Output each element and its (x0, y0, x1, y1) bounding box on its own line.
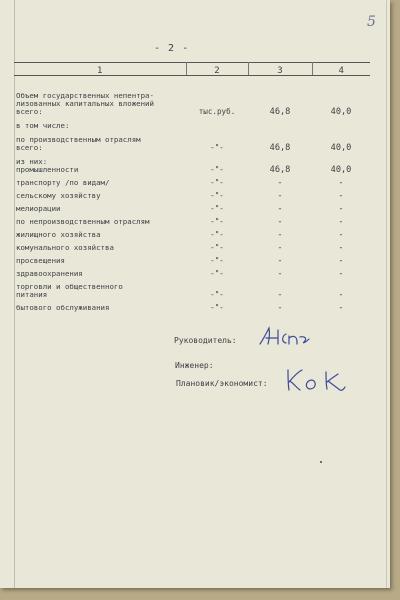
row-unit: -"- (210, 229, 224, 239)
header-col-2: 2 (186, 63, 248, 76)
row-unit: -"- (210, 190, 224, 200)
head-signature (256, 326, 312, 348)
row-value-col3: 46,8 (269, 142, 291, 153)
row-unit: тыс.руб. (198, 106, 236, 116)
row-unit: -"- (210, 216, 224, 226)
engineer-label: Инженер: (175, 361, 214, 370)
row-name: мелиорации (16, 203, 61, 213)
row-value-col4: - (338, 255, 344, 266)
row-name: просвещения (16, 255, 65, 265)
row-value-col4: 40,0 (330, 142, 352, 153)
row-name: жилищного хозяйства (16, 229, 101, 239)
row-value-col3: - (277, 177, 283, 188)
row-name: Объем государственных непентра- лизованных капитальных вложений всего: (16, 90, 154, 116)
row-unit: -"- (210, 302, 224, 312)
row-value-col4: 40,0 (330, 106, 352, 117)
planner-signature (282, 366, 348, 394)
row-value-col4: - (338, 268, 344, 279)
row-unit: -"- (210, 203, 224, 213)
row-value-col4: - (338, 229, 344, 240)
head-label: Руководитель: (174, 336, 237, 345)
row-name: бытового обслуживания (16, 302, 110, 312)
row-value-col3: - (277, 289, 283, 300)
row-name: здравоохранения (16, 268, 83, 278)
row-unit: -"- (210, 142, 224, 152)
row-value-col4: - (338, 289, 344, 300)
header-col-3: 3 (248, 63, 312, 76)
planner-label: Плановик/экономист: (176, 379, 268, 388)
row-unit: -"- (210, 164, 224, 174)
row-name: транспорту /по видам/ (16, 177, 110, 187)
row-value-col4: 40,0 (330, 164, 352, 175)
row-name: по непроизводственным отраслям (16, 216, 150, 226)
row-value-col3: - (277, 190, 283, 201)
header-col-1: 1 (14, 63, 186, 76)
row-unit: -"- (210, 255, 224, 265)
row-value-col3: 46,8 (269, 164, 291, 175)
row-value-col3: - (277, 242, 283, 253)
row-value-col3: - (277, 203, 283, 214)
row-value-col3: - (277, 268, 283, 279)
row-name: в том числе: (16, 120, 70, 130)
row-value-col4: - (338, 177, 344, 188)
row-value-col3: - (277, 216, 283, 227)
row-value-col3: - (277, 302, 283, 313)
row-unit: -"- (210, 177, 224, 187)
row-value-col3: - (277, 255, 283, 266)
row-unit: -"- (210, 289, 224, 299)
row-value-col3: 46,8 (269, 106, 291, 117)
row-value-col3: - (277, 229, 283, 240)
archive-page-number: 5 (367, 14, 376, 30)
row-value-col4: - (338, 216, 344, 227)
row-name: сельскому хозяйству (16, 190, 101, 200)
ink-dot (320, 461, 322, 463)
row-unit: -"- (210, 268, 224, 278)
row-name: из них: промышленности (16, 156, 79, 174)
row-name: по производственным отраслям всего: (16, 134, 141, 152)
row-value-col4: - (338, 302, 344, 313)
page-number: - 2 - (154, 43, 190, 54)
row-unit: -"- (210, 242, 224, 252)
row-value-col4: - (338, 203, 344, 214)
row-name: комунального хозяйства (16, 242, 114, 252)
header-col-4: 4 (312, 63, 370, 76)
row-name: торговли и общественного питания (16, 281, 123, 299)
row-value-col4: - (338, 190, 344, 201)
row-value-col4: - (338, 242, 344, 253)
